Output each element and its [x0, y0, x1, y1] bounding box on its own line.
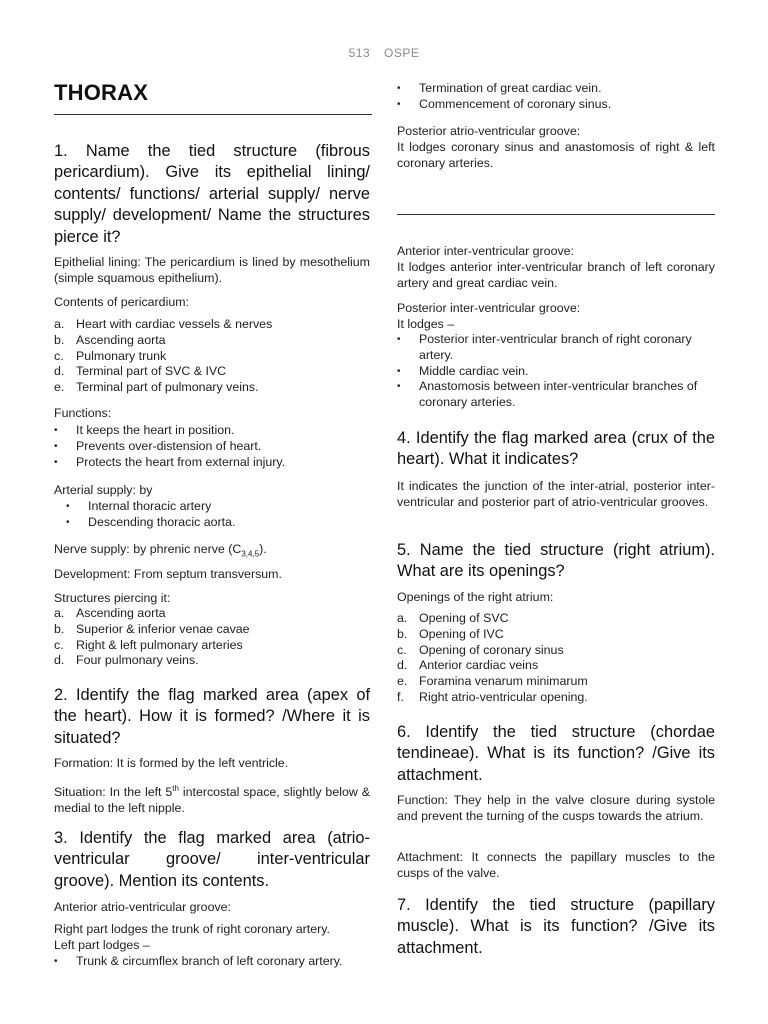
question-2: 2. Identify the flag marked area (apex of the heart). How it is formed? /Where it is situated? — [54, 686, 370, 747]
running-header — [0, 46, 768, 60]
list-item: • Descending thoracic aorta. — [66, 514, 236, 529]
list-item: a. Opening of SVC — [397, 611, 509, 625]
q1-contents-label: Contents of pericardium: — [54, 295, 189, 309]
q3-posterior-av-label: Posterior atrio-ventricular groove: — [397, 124, 581, 138]
list-item: b. Ascending aorta — [54, 332, 166, 347]
list-item: • It keeps the heart in position. — [54, 423, 235, 437]
column-rule — [397, 214, 715, 215]
list-item: • Posterior inter-ventricular branch of right coronary artery. — [397, 332, 692, 362]
list-item: b. Superior & inferior venae cavae — [54, 621, 250, 636]
list-item: f. Right atrio-ventricular opening. — [397, 689, 588, 704]
list-item: • Prevents over-distension of heart. — [54, 438, 262, 453]
section-title: THORAX — [54, 80, 149, 105]
list-item: b. Opening of IVC — [397, 626, 504, 641]
q3-left-part: Left part lodges – — [54, 938, 150, 952]
list-item: e. Terminal part of pulmonary veins. — [54, 380, 259, 395]
question-6: 6. Identify the tied structure (chordae tendineae). What is its function? /Give its attachment. — [397, 723, 715, 784]
q3-anterior-av-label: Anterior atrio-ventricular groove: — [54, 900, 231, 914]
list-item: c. Opening of coronary sinus — [397, 642, 564, 657]
q1-piercing-list — [54, 606, 370, 669]
q3-left-part-list-start — [54, 954, 370, 970]
title-rule — [54, 114, 372, 115]
q1-epithelial-lining: Epithelial lining: The pericardium is lined by mesothelium (simple squamous epithelium). — [54, 255, 370, 285]
q1-piercing-label: Structures piercing it: — [54, 591, 171, 605]
question-1: 1. Name the tied structure (fibrous pericardium). Give its epithelial lining/ contents/ functions/ arterial supply/ nerve supply/ development/ Name the structures pierce it? — [54, 142, 370, 246]
q1-arterial-label: Arterial supply: by — [54, 483, 153, 497]
q5-openings-list — [397, 611, 715, 706]
running-title: OSPE — [384, 46, 420, 60]
list-item: d. Anterior cardiac veins — [397, 658, 539, 673]
q1-development: Development: From septum transversum. — [54, 567, 282, 581]
q2-formation: Formation: It is formed by the left ventricle. — [54, 756, 289, 770]
list-item: • Internal thoracic artery — [66, 499, 212, 513]
q1-arterial-list — [54, 499, 370, 531]
page-number: 513 — [348, 46, 371, 60]
q1-functions-list — [54, 423, 370, 470]
q3-posterior-iv-lodges: It lodges – — [397, 317, 455, 331]
list-item: • Middle cardiac vein. — [397, 363, 529, 378]
list-item: a. Ascending aorta — [54, 606, 166, 620]
list-item: • Trunk & circumflex branch of left coronary artery. — [54, 954, 343, 968]
q3-posterior-iv-list — [397, 332, 715, 411]
q5-label: Openings of the right atrium: — [397, 590, 554, 604]
question-3: 3. Identify the flag marked area (atrio-ventricular groove/ inter-ventricular groove). Mention its contents. — [54, 829, 370, 890]
q3-left-part-list-cont — [397, 81, 715, 113]
list-item: d. Terminal part of SVC & IVC — [54, 364, 227, 379]
question-7: 7. Identify the tied structure (papillary muscle). What is its function? /Give its attachment. — [397, 896, 715, 957]
list-item: c. Right & left pulmonary arteries — [54, 637, 243, 652]
question-4: 4. Identify the flag marked area (crux of the heart). What it indicates? — [397, 429, 715, 469]
list-item: a. Heart with cardiac vessels & nerves — [54, 317, 273, 331]
list-item: c. Pulmonary trunk — [54, 348, 167, 363]
q4-answer: It indicates the junction of the inter-atrial, posterior inter-ventricular and posterior part of atrio-ventricular grooves. — [397, 479, 715, 509]
question-5: 5. Name the tied structure (right atrium). What are its openings? — [397, 541, 715, 581]
list-item: e. Foramina venarum minimarum — [397, 674, 588, 689]
q6-attachment: Attachment: It connects the papillary muscles to the cusps of the valve. — [397, 850, 715, 880]
q1-contents-list — [54, 317, 370, 396]
q2-situation: Situation: In the left 5th intercostal space, slightly below & medial to the left nipple. — [54, 784, 370, 816]
q3-posterior-iv-label: Posterior inter-ventricular groove: — [397, 301, 581, 315]
list-item: • Commencement of coronary sinus. — [397, 96, 612, 111]
list-item: • Anastomosis between inter-ventricular branches of coronary arteries. — [397, 379, 698, 410]
q3-posterior-av-text: It lodges coronary sinus and anastomosis of right & left coronary arteries. — [397, 140, 715, 170]
q1-functions-label: Functions: — [54, 406, 112, 420]
q1-nerve-supply: Nerve supply: by phrenic nerve $(C_{3,4,5})$. — [54, 542, 267, 559]
q3-right-part: Right part lodges the trunk of right coronary artery. — [54, 922, 330, 936]
q3-anterior-iv-label: Anterior inter-ventricular groove: — [397, 244, 574, 258]
q6-function: Function: They help in the valve closure during systole and prevent the turning of the cusps towards the atrium. — [397, 793, 715, 823]
list-item: d. Four pulmonary veins. — [54, 653, 199, 668]
list-item: • Termination of great cardiac vein. — [397, 81, 602, 95]
q3-anterior-iv-text: It lodges anterior inter-ventricular branch of left coronary artery and great cardiac vein. — [397, 260, 715, 290]
list-item: • Protects the heart from external injury. — [54, 454, 286, 469]
